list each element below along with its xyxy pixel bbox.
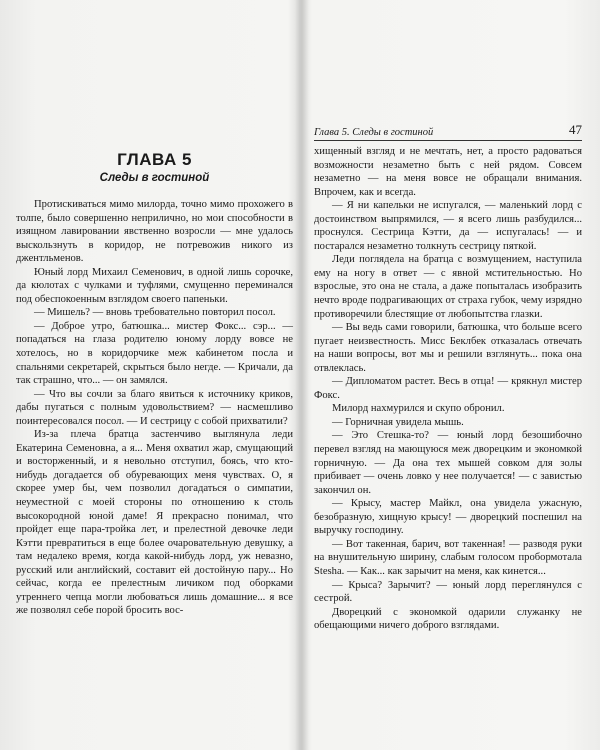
paragraph: — Что вы сочли за благо явиться к источнику криков, дабы пугаться с полным удовольствием? — насмешливо поинтересовался посол. — И сестрицу с собой прихватили? — [16, 388, 293, 427]
running-head: Глава 5. Следы в гостиной — [314, 127, 434, 138]
left-page-text — [16, 198, 293, 618]
paragraph: — Крысу, мастер Майкл, она увидела ужасную, безобразную, хищную крысу! — дворецкий поспешил на выручку господину. — [314, 498, 582, 537]
paragraph: — Мишель? — вновь требовательно повторил посол. — [34, 307, 276, 319]
paragraph: — Это Стешка-то? — юный лорд безошибочно перевел взгляд на мающуюся меж дворецким и экономкой горничную. — Да она тех мышей совком для золы прибивает — очень ловко у нее получается! — с завистью закончил он. — [314, 430, 582, 496]
paragraph: — Крыса? Зарычит? — юный лорд переглянулся с сестрой. — [314, 579, 582, 605]
paragraph: — Дипломатом растет. Весь в отца! — крякнул мистер Фокс. — [314, 376, 582, 401]
running-header — [314, 122, 582, 141]
left-page — [16, 132, 293, 618]
gutter — [295, 0, 309, 750]
paragraph: Протискиваться мимо милорда, точно мимо прохожего в толпе, было совершенно неприлично, но мои способности в изящном лавировании явственно возросли — мне удалось выскользнуть в коридор, не потревожив никого из джентльменов. — [16, 199, 293, 265]
right-page — [314, 122, 582, 633]
paragraph: Дворецкий с экономкой одарили служанку не обещающими ничего доброго взглядами. — [314, 606, 582, 632]
paragraph: — Горничная увидела мышь. — [332, 416, 464, 428]
paragraph: хищенный взгляд и не мечтать, нет, а просто радоваться возможности незаметно быть с ней рядом. Совсем незаметно — на меня вовсе не обращали внимания. Впрочем, как и всегда. — [314, 146, 582, 198]
paragraph: Из-за плеча братца застенчиво выглянула леди Екатерина Семеновна, а я... Меня охватил жар, смущающий и восторженный, и я невольно отступил, боясь, что кто-нибудь догадается об обуревающих меня чувствах. О, я скорее умер бы, чем позволил догадаться о симпатии, неуместной с моей стороны по отношению к столь высокородной юной даме! Я прекрасно понимал, что пройдет еще пара-тройка лет, и прелестной девочке леди Кэтти превратиться в еще более очаровательную девушку, а там недалеко время, когда какой-нибудь лорд, уж невазно, русский или английский, составит ей достойную пару... Но сейчас, когда ее прелестным личиком под оборками утреннего чепца могли любоваться лишь домашние... я все же позволял себе порой бросить вос- — [16, 429, 293, 617]
paragraph: Милорд нахмурился и скупо обронил. — [332, 403, 505, 415]
chapter-subtitle: Следы в гостиной — [99, 172, 210, 184]
paragraph: — Вот такенная, барич, вот такенная! — разводя руки на внушительную ширину, слабым голосом пробормотала Stesha. — Как... как зарычит на меня, как кинется... — [314, 538, 582, 577]
paragraph: — Доброе утро, батюшка... мистер Фокс... сэр... — попадаться на глаза родителю юному лорду вовсе не хотелось, но в коридорчике меж кабинетом посла и спальнями секретарей, скрыться было негде. — Кричали, да так страшно, что... — он замялся. — [16, 320, 293, 387]
paragraph: Юный лорд Михаил Семенович, в одной лишь сорочке, да кюлотах с чулками и туфлями, смущенно переминался под обеспокоенным взглядом своего папеньки. — [16, 266, 293, 305]
paragraph: Леди поглядела на братца с возмущением, наступила ему на ногу в ответ — с явной мстительностью. Но взрослые, это она не стала, а даже попыталась изобразить нечто вроде подрагивающих от страха губок, чему изрядно противоречили блестящие от любопытства глазки. — [314, 254, 582, 320]
paragraph: — Я ни капельки не испугался, — маленький лорд с достоинством выпрямился, — я всего лишь разбудился... проснулся. Сестрица Кэтти, да — испугалась! — и постарался незаметно толкнуть сестрицу пяткой. — [314, 200, 582, 252]
paragraph: — Вы ведь сами говорили, батюшка, что больше всего пугает неизвестность. Мисс Беклбек отказалась отвечать на наши вопросы, вот мы и решили взглянуть... пока она отвлеклась. — [314, 322, 582, 374]
page-number: 47 — [569, 122, 582, 137]
right-page-text — [314, 145, 582, 633]
chapter-title: ГЛАВА 5 — [117, 150, 192, 169]
